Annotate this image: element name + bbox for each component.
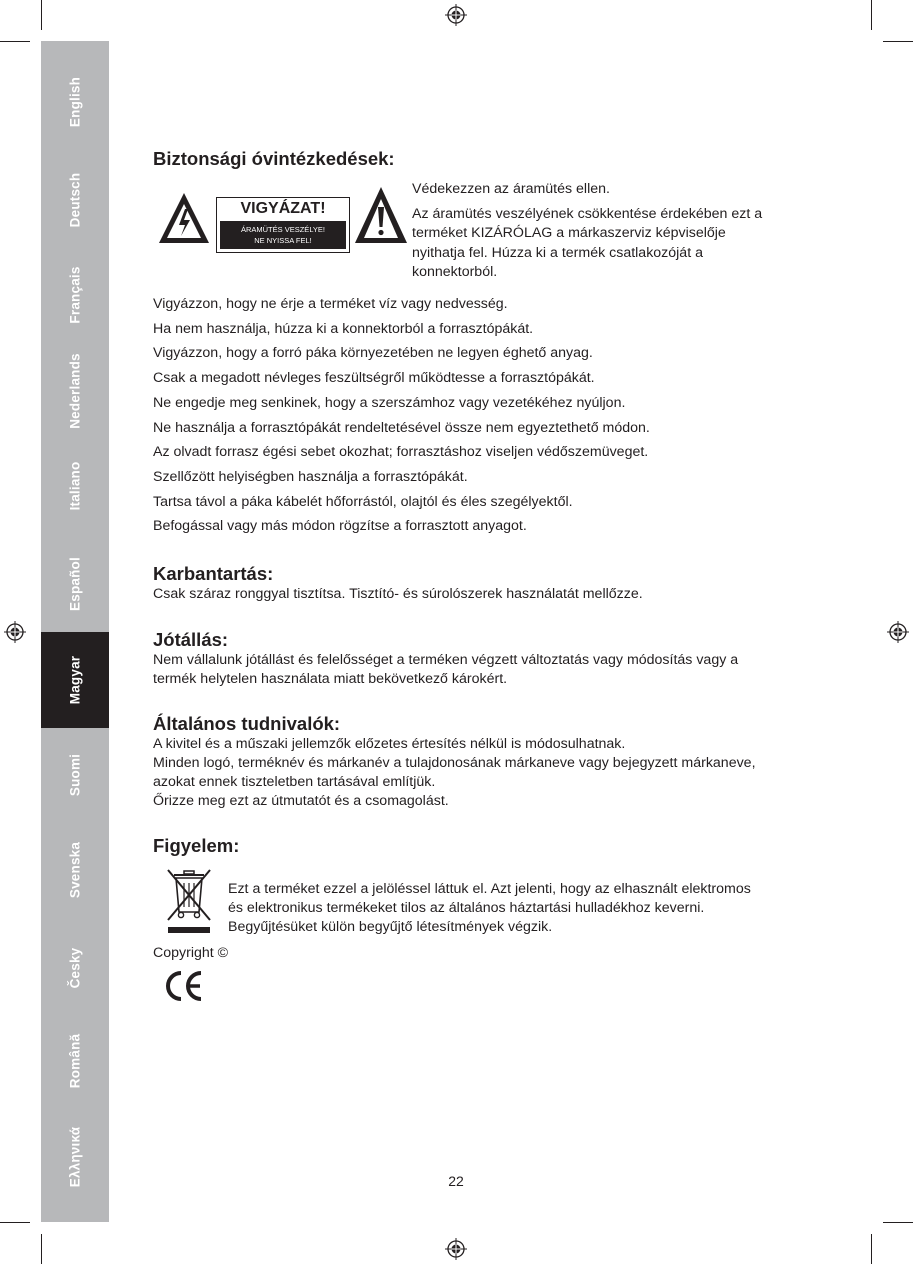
registration-mark-icon <box>445 1238 467 1260</box>
general-text-line: A kivitel és a műszaki jellemzők előzetes értesítés nélkül is módosulhatnak. <box>153 736 626 753</box>
crossed-bin-icon <box>165 867 213 935</box>
language-tab-francais[interactable]: Français <box>67 266 83 324</box>
warning-label-subtext: ÁRAMÜTÉS VESZÉLYE! NE NYISSA FEL! <box>220 221 346 249</box>
general-text-line: Őrizze meg ezt az útmutatót és a csomagolást. <box>153 793 449 810</box>
maintenance-text: Csak száraz ronggyal tisztítsa. Tisztító- és súrolószerek használatát mellőzze. <box>153 586 643 603</box>
warning-text <box>412 180 764 283</box>
page-number: 22 <box>448 1173 464 1189</box>
general-heading: Általános tudnivalók: <box>153 713 341 735</box>
crop-mark <box>883 41 913 42</box>
crop-mark <box>883 1222 913 1223</box>
safety-list <box>153 292 763 539</box>
crop-mark <box>871 0 872 30</box>
copyright-text: Copyright © <box>153 945 229 962</box>
safety-item: Szellőzött helyiségben használja a forrasztópákát. <box>153 468 468 485</box>
language-tab-cesky[interactable]: Česky <box>67 947 83 989</box>
language-tab-suomi[interactable]: Suomi <box>67 753 83 797</box>
language-tab-romana[interactable]: Română <box>67 1033 83 1089</box>
language-tab-magyar[interactable]: Magyar <box>41 632 109 728</box>
registration-mark-icon <box>887 621 909 643</box>
safety-item: Az olvadt forrasz égési sebet okozhat; forrasztáshoz viseljen védőszemüveget. <box>153 444 649 461</box>
warranty-heading: Jótállás: <box>153 629 229 651</box>
language-sidebar <box>41 41 109 1222</box>
electric-warning-block <box>153 180 763 292</box>
exclamation-warning-icon <box>353 185 409 245</box>
weee-text: Ezt a terméket ezzel a jelöléssel láttuk el. Azt jelenti, hogy az elhasznált elektromos és elektronikus termékeket tilos az általános háztartási hulladékhoz keverni. Begyűjtésüket külön begyűjtő létesítmények végzik. <box>228 881 751 936</box>
crop-mark <box>41 1234 42 1264</box>
weee-notice <box>153 867 763 937</box>
language-tab-deutsch[interactable]: Deutsch <box>67 172 83 228</box>
warning-label-title: VIGYÁZAT! <box>240 200 326 217</box>
attention-heading: Figyelem: <box>153 835 240 857</box>
crop-mark <box>0 1222 30 1223</box>
language-tab-ellinika[interactable]: Ελληνικά <box>67 1126 83 1188</box>
lightning-warning-icon <box>157 191 211 245</box>
ce-mark-icon <box>163 969 205 1003</box>
warning-text-paragraph: Az áramütés veszélyének csökkentése érdekében ezt a terméket KIZÁRÓLAG a márkaszerviz képviselője nyithatja fel. Húzza ki a termék csatlakozóját a konnektorból. <box>412 205 763 280</box>
language-tab-nederlands[interactable]: Nederlands <box>67 353 83 429</box>
registration-mark-icon <box>4 621 26 643</box>
safety-item: Tartsa távol a páka kábelét hőforrástól, olajtól és éles szegélyektől. <box>153 493 573 510</box>
language-tab-italiano[interactable]: Italiano <box>67 461 83 511</box>
registration-mark-icon <box>445 4 467 26</box>
language-tab-svenska[interactable]: Svenska <box>67 841 83 899</box>
safety-heading: Biztonsági óvintézkedések: <box>153 148 395 169</box>
language-tab-english[interactable]: English <box>67 76 83 128</box>
safety-item: Vigyázzon, hogy a forró páka környezetében ne legyen éghető anyag. <box>153 345 593 362</box>
warranty-text: Nem vállalunk jótállást és felelősséget a terméken végzett változtatás vagy módosítás vagy a termék helytelen használata miatt bekövetkező károkért. <box>153 652 739 688</box>
crop-mark <box>41 0 42 30</box>
safety-item: Ha nem használja, húzza ki a konnektorból a forrasztópákát. <box>153 320 534 337</box>
page-content <box>153 148 763 1003</box>
safety-item: Ne használja a forrasztópákát rendeltetésével össze nem egyeztethető módon. <box>153 419 650 436</box>
crop-mark <box>0 41 30 42</box>
warning-label <box>216 197 350 253</box>
general-text-line: Minden logó, terméknév és márkanév a tulajdonosának márkaneve vagy bejegyzett márkaneve, azokat ennek tiszteletben tartásával említjük. <box>153 755 756 791</box>
safety-item: Ne engedje meg senkinek, hogy a szerszámhoz vagy vezetékéhez nyúljon. <box>153 394 626 411</box>
warning-text-line: Védekezzen az áramütés ellen. <box>412 181 610 197</box>
safety-item: Befogással vagy más módon rögzítse a forrasztott anyagot. <box>153 518 527 535</box>
safety-item: Csak a megadott névleges feszültségről működtesse a forrasztópákát. <box>153 370 595 387</box>
maintenance-heading: Karbantartás: <box>153 563 274 585</box>
crop-mark <box>871 1234 872 1264</box>
language-tab-espanol[interactable]: Español <box>67 557 83 611</box>
safety-item: Vigyázzon, hogy ne érje a terméket víz vagy nedvesség. <box>153 296 508 312</box>
